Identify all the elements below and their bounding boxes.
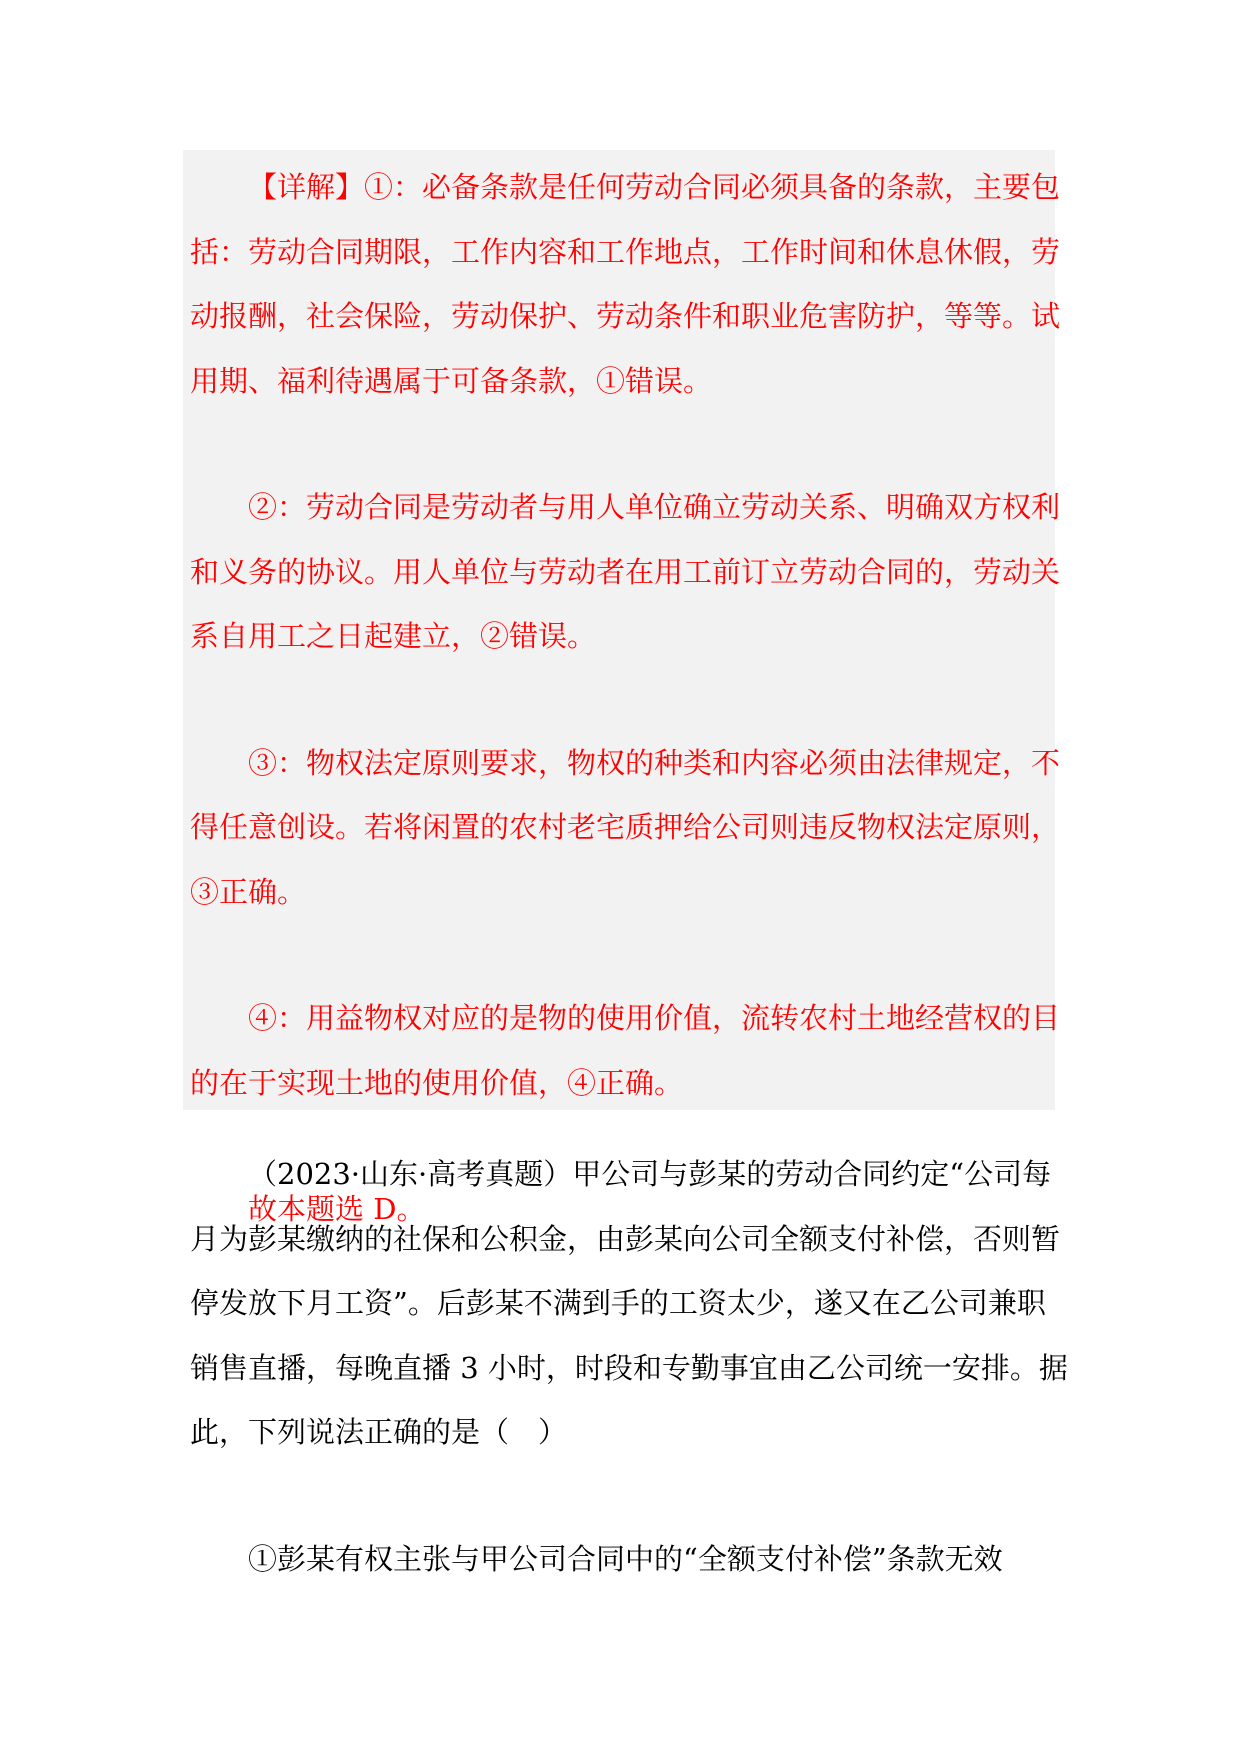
question-option-1: ①彭某有权主张与甲公司合同中的“全额支付补偿”条款无效 <box>248 1541 1003 1576</box>
question-stem: （2023·山东·高考真题）甲公司与彭某的劳动合同约定“公司每月为彭某缴纳的社保和公积金，由彭某向公司全额支付补偿，否则暂停发放下月工资”。后彭某不满到手的工资太少，遂又在乙公司兼职销售直播，每晚直播 3 小时，时段和专勤事宜由乙公司统一安排。据此，下列说法正确的是（ ） <box>190 1157 1068 1449</box>
question-block <box>190 1142 1070 1591</box>
explanation-paragraph-1 <box>190 155 1075 413</box>
answer-explanation <box>190 155 1075 1242</box>
explanation-conclusion: 故本题选 D。 <box>248 1192 426 1226</box>
explanation-tag: 【详解】 <box>248 170 365 204</box>
explanation-point-1: ①：必备条款是任何劳动合同必须具备的条款，主要包括：劳动合同期限，工作内容和工作地点，工作时间和休息休假，劳动报酬，社会保险，劳动保护、劳动条件和职业危害防护，等等。试用期、福利待遇属于可备条款，①错误。 <box>190 170 1061 398</box>
explanation-paragraph-2: ②：劳动合同是劳动者与用人单位确立劳动关系、明确双方权利和义务的协议。用人单位与劳动者在用工前订立劳动合同的，劳动关系自用工之日起建立，②错误。 <box>190 490 1061 653</box>
explanation-paragraph-3: ③：物权法定原则要求，物权的种类和内容必须由法律规定，不得任意创设。若将闲置的农村老宅质押给公司则违反物权法定原则，③正确。 <box>190 745 1061 909</box>
explanation-paragraph-4: ④：用益物权对应的是物的使用价值，流转农村土地经营权的目的在于实现土地的使用价值，④正确。 <box>190 1001 1061 1100</box>
